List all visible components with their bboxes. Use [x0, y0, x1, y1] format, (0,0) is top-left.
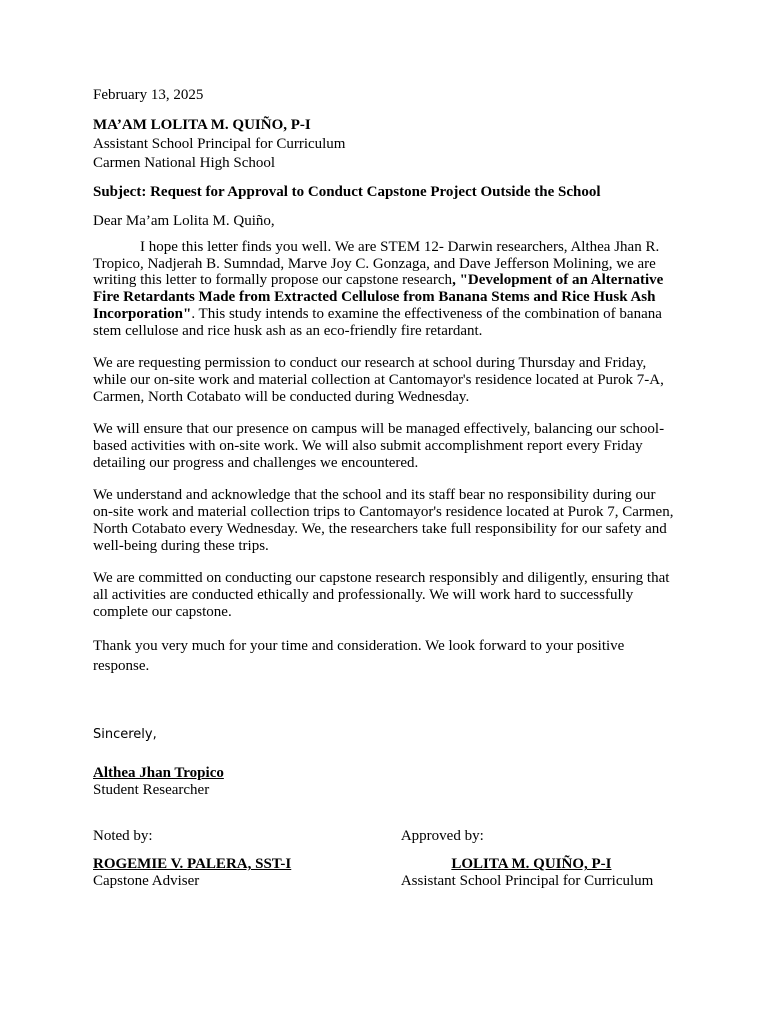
paragraph-1-rest: . This study intends to examine the effectiveness of the combination of banana stem cellulose and rice husk ash as an eco-friendly fire retardant. [93, 305, 662, 339]
recipient-school: Carmen National High School [93, 155, 276, 171]
noted-by-label: Noted by: [93, 828, 153, 845]
research-title: , "Development of an Alternative Fire Retardants Made from Extracted Cellulose from Banana Stems and Rice Husk Ash Incorporation" [93, 272, 664, 322]
approved-by-role: Assistant School Principal for Curriculum [400, 873, 654, 890]
salutation: Dear Ma’am Lolita M. Quiño, [93, 213, 275, 229]
body-paragraph-3: We will ensure that our presence on campus will be managed effectively, balancing our school-based activities with on-site work. We will also submit accomplishment report every Friday detailing our progress and challenges we encountered. [93, 421, 665, 471]
body-paragraph-2: We are requesting permission to conduct our research at school during Thursday and Friday, while our on-site work and material collection at Cantomayor's residence located at Purok 7-A, Carmen, North Cotabato will be conducted during Wednesday. [93, 355, 664, 405]
body-paragraph-4: We understand and acknowledge that the school and its staff bear no responsibility during our on-site work and material collection trips to Cantomayor's residence located at Purok 7, Carmen, North Cotabato every Wednesday. We, the researchers take full responsibility for our safety and well-being during these trips. [93, 487, 674, 554]
recipient-block [93, 116, 678, 173]
sender-role: Student Researcher [93, 782, 210, 799]
signature-block [93, 828, 678, 890]
approved-by-name-text: LOLITA M. QUIÑO, P-I [451, 856, 612, 873]
recipient-title: Assistant School Principal for Curriculum [93, 136, 346, 152]
approved-by-name [401, 856, 678, 873]
subject-line: Subject: Request for Approval to Conduct Capstone Project Outside the School [93, 184, 601, 200]
recipient-name: MA’AM LOLITA M. QUIÑO, P-I [93, 117, 311, 133]
approved-by-column [401, 828, 678, 890]
noted-by-role: Capstone Adviser [93, 873, 200, 890]
letter-page [93, 87, 678, 890]
noted-by-column [93, 828, 401, 890]
noted-by-name: ROGEMIE V. PALERA, SST-I [93, 856, 292, 873]
letter-date: February 13, 2025 [93, 87, 204, 103]
body-paragraph-6: Thank you very much for your time and consideration. We look forward to your positive response. [93, 638, 625, 675]
approved-by-label: Approved by: [400, 828, 484, 845]
closing-salutation: Sincerely, [93, 727, 157, 743]
body-paragraph-5: We are committed on conducting our capstone research responsibly and diligently, ensuring that all activities are conducted ethically and professionally. We will work hard to successfully complete our capstone. [93, 570, 670, 620]
body-paragraph-1 [93, 239, 678, 339]
sender-name: Althea Jhan Tropico [93, 765, 224, 782]
paragraph-1-intro: I hope this letter finds you well. We are STEM 12- Darwin researchers, Althea Jhan R. Tropico, Nadjerah B. Sumndad, Marve Joy C. Gonzaga, and Dave Jefferson Molining, we are writing this letter to formally propose our capstone research [93, 239, 660, 289]
